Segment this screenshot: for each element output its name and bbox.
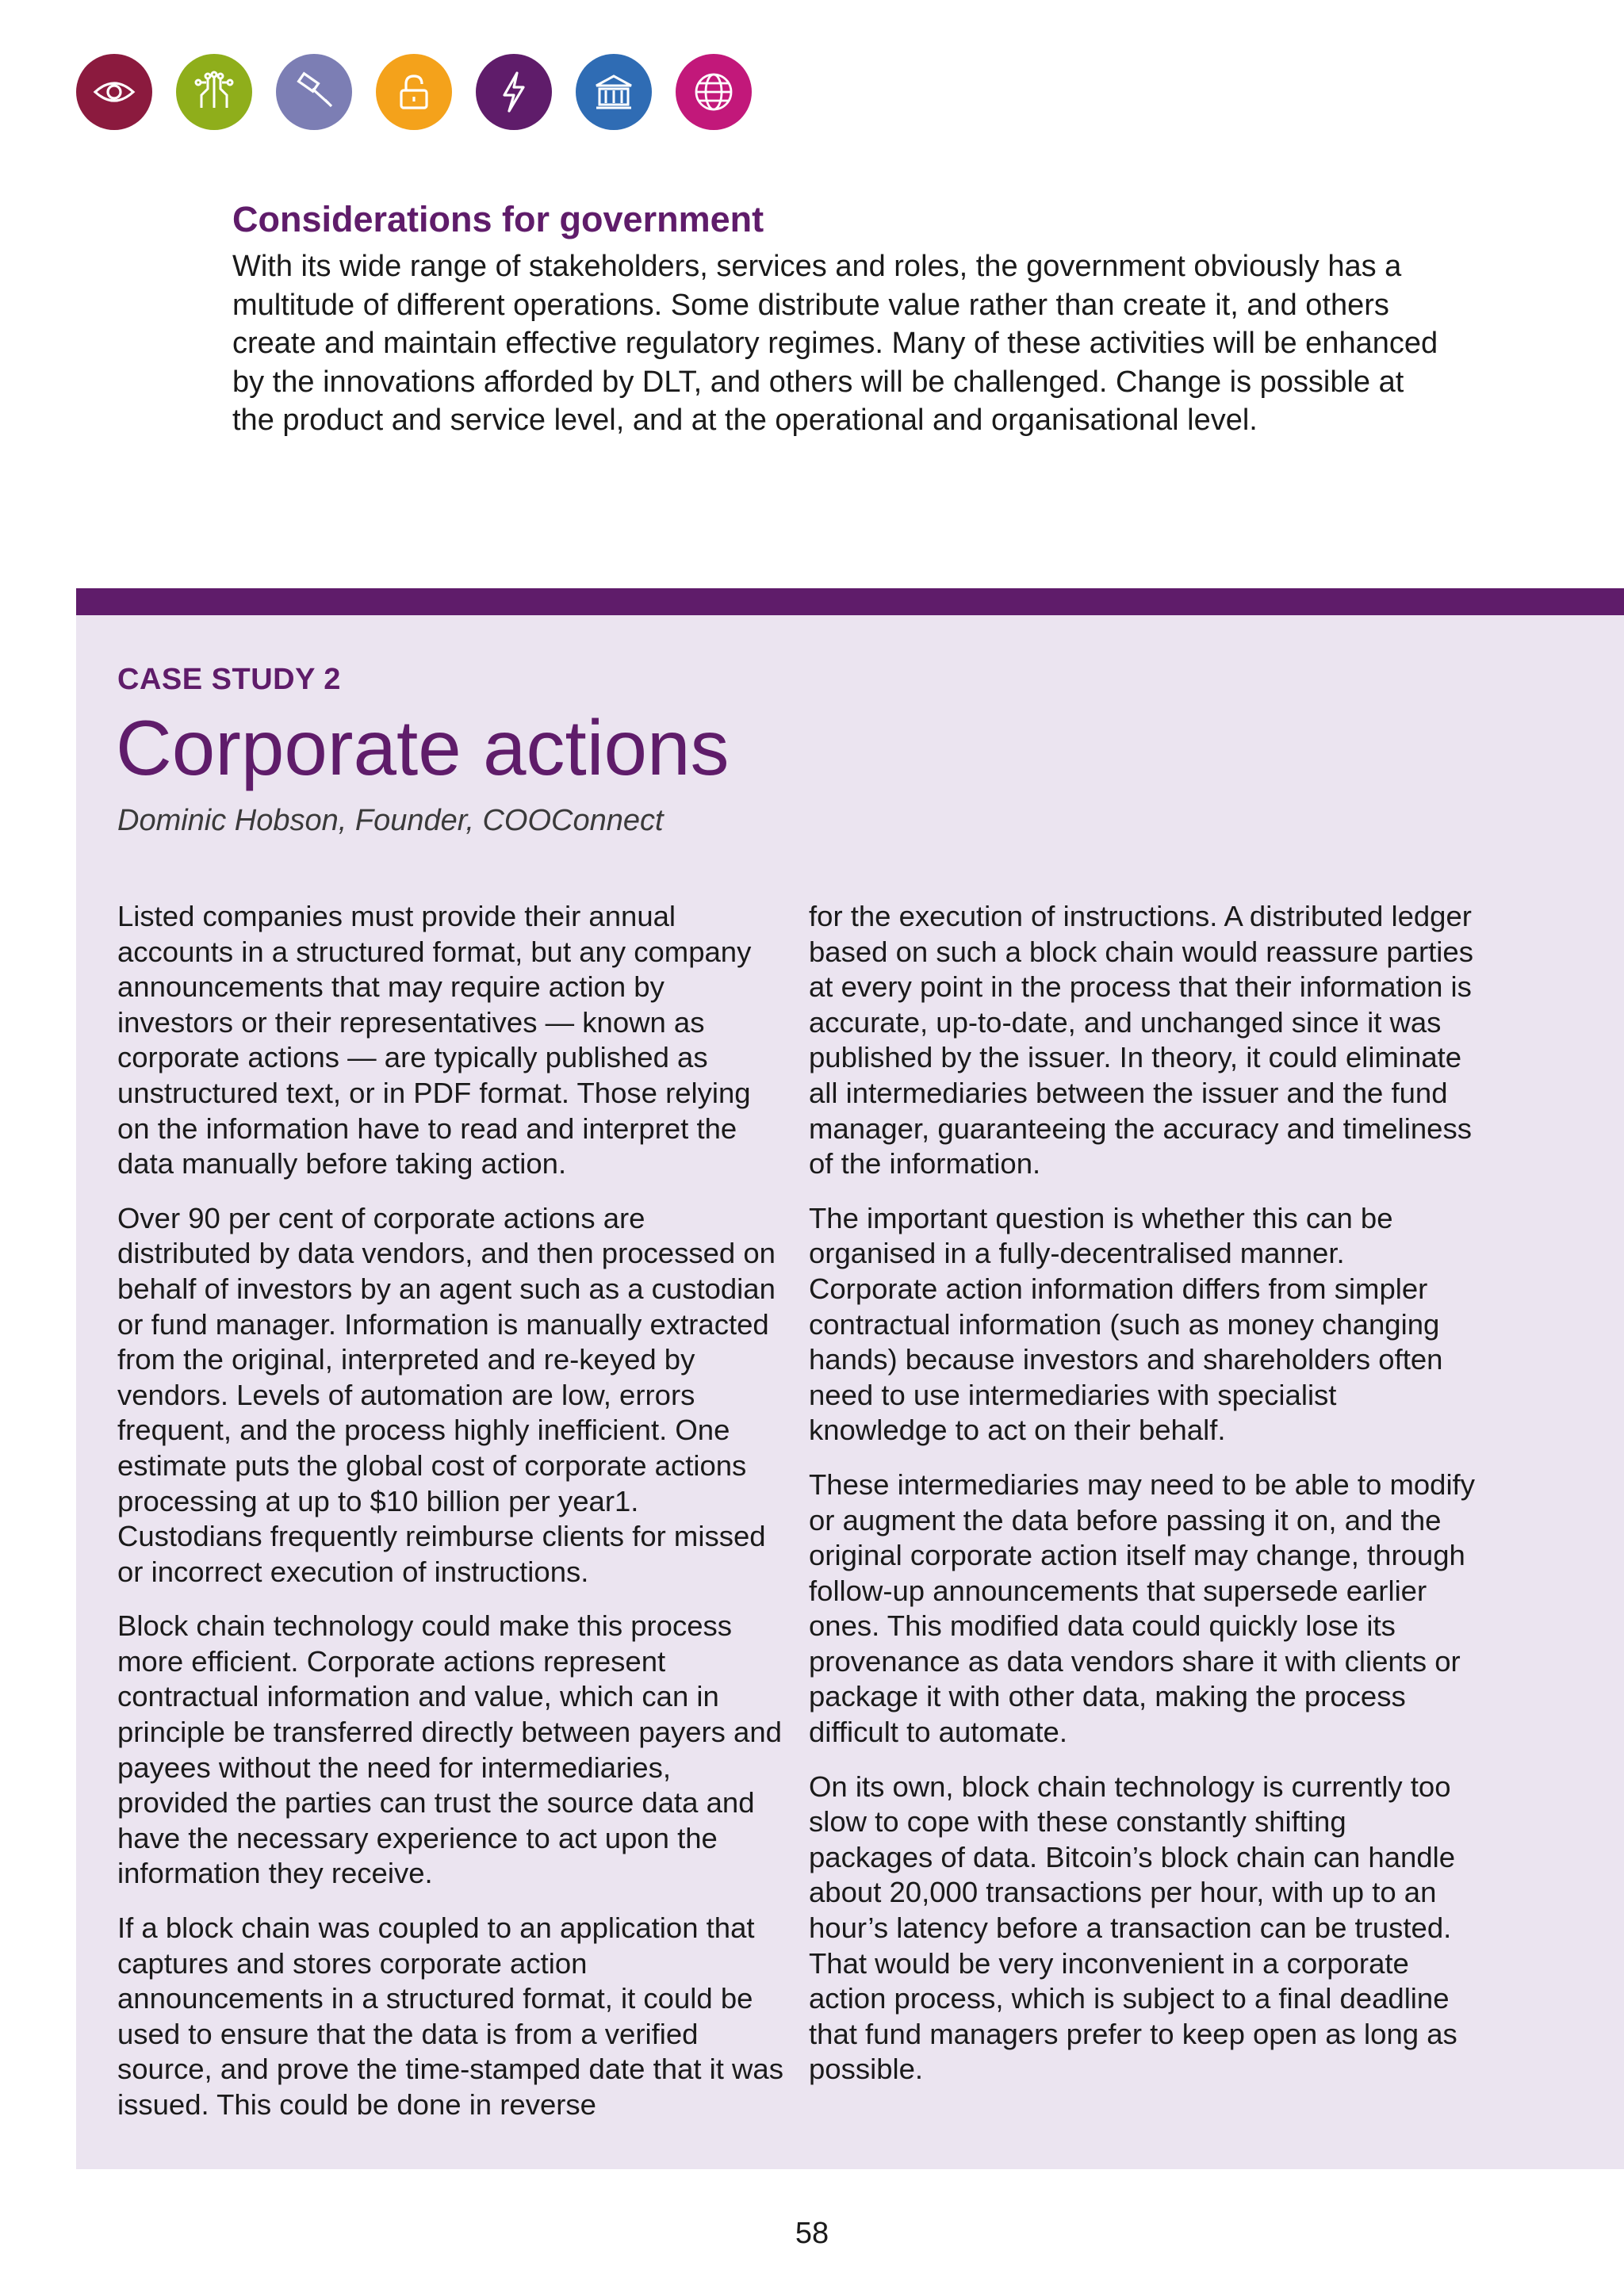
case-study-right-column [809, 899, 1475, 2107]
case-study-top-bar [76, 588, 1624, 615]
globe-icon [676, 54, 752, 130]
case-study-left-column [117, 899, 783, 2142]
paragraph: Listed companies must provide their annual accounts in a structured format, but any company announcements that may require action by investors or their representatives — known as corporate actions — are typically published as unstructured text, or in PDF format. Those relying on the information have to read and interpret the data manually before taking action. [117, 900, 752, 1181]
paragraph: The important question is whether this can be organised in a fully-decentralised manner. Corporate action information differs from simpler contractual information (such as money changing hands) because investors and shareholders often need to use intermediaries with specialist knowledge to act on their behalf. [809, 1201, 1443, 1447]
considerations-section [232, 198, 1446, 440]
circuit-icon [176, 54, 252, 130]
case-study-title: Corporate actions [116, 704, 730, 791]
paragraph: Over 90 per cent of corporate actions are distributed by data vendors, and then processed on behalf of investors by an agent such as a custodian or fund manager. Information is manually extracted from the original, interpreted and re-keyed by vendors. Levels of automation are low, errors frequent, and the process highly inefficient. One estimate puts the global cost of corporate actions processing at up to $10 billion per year1. Custodians frequently reimburse clients for missed or incorrect execution of instructions. [117, 1201, 776, 1588]
paragraph: Block chain technology could make this process more efficient. Corporate actions represent contractual information and value, which can in principle be transferred directly between payers and payees without the need for intermediaries, provided the parties can trust the source data and have the necessary experience to act upon the information they receive. [117, 1609, 782, 1890]
paragraph: These intermediaries may need to be able to modify or augment the data before passing it on, and the original corporate action itself may change, through follow-up announcements that supersede earlier ones. This modified data could quickly lose its provenance as data vendors share it with clients or package it with other data, making the process difficult to automate. [809, 1468, 1475, 1749]
theme-icon-row [76, 54, 752, 130]
case-study-author: Dominic Hobson, Founder, COOConnect [117, 804, 664, 837]
paragraph: for the execution of instructions. A distributed ledger based on such a block chain would reassure parties at every point in the process that their information is accurate, up-to-date, and unchanged since it was published by the issuer. In theory, it could eliminate all intermediaries between the issuer and the fund manager, guaranteeing the accuracy and timeliness of the information. [809, 900, 1473, 1181]
case-study-label: CASE STUDY 2 [117, 663, 341, 696]
considerations-body: With its wide range of stakeholders, services and roles, the government obviously has a multitude of different operations. Some distribute value rather than create it, and others create and maintain effective regulatory regimes. Many of these activities will be enhanced by the innovations afforded by DLT, and others will be challenged. Change is possible at the product and service level, and at the operational and organisational level. [232, 250, 1438, 437]
paragraph: On its own, block chain technology is currently too slow to cope with these constantly shifting packages of data. Bitcoin’s block chain can handle about 20,000 transactions per hour, with up to an hour’s latency before a transaction can be trusted. That would be very inconvenient in a corporate action process, which is subject to a final deadline that fund managers prefer to keep open as long as possible. [809, 1770, 1457, 2086]
paragraph: If a block chain was coupled to an application that captures and stores corporate action announcements in a structured format, it could be used to ensure that the data is from a verified source, and prove the time-stamped date that it was issued. This could be done in reverse [117, 1911, 783, 2121]
considerations-title: Considerations for government [232, 199, 764, 239]
eye-icon [76, 54, 152, 130]
case-study-panel [76, 588, 1624, 2169]
gavel-icon [276, 54, 352, 130]
bank-icon [576, 54, 652, 130]
unlock-icon [376, 54, 452, 130]
page-number: 58 [795, 2217, 829, 2250]
lightning-icon [476, 54, 552, 130]
